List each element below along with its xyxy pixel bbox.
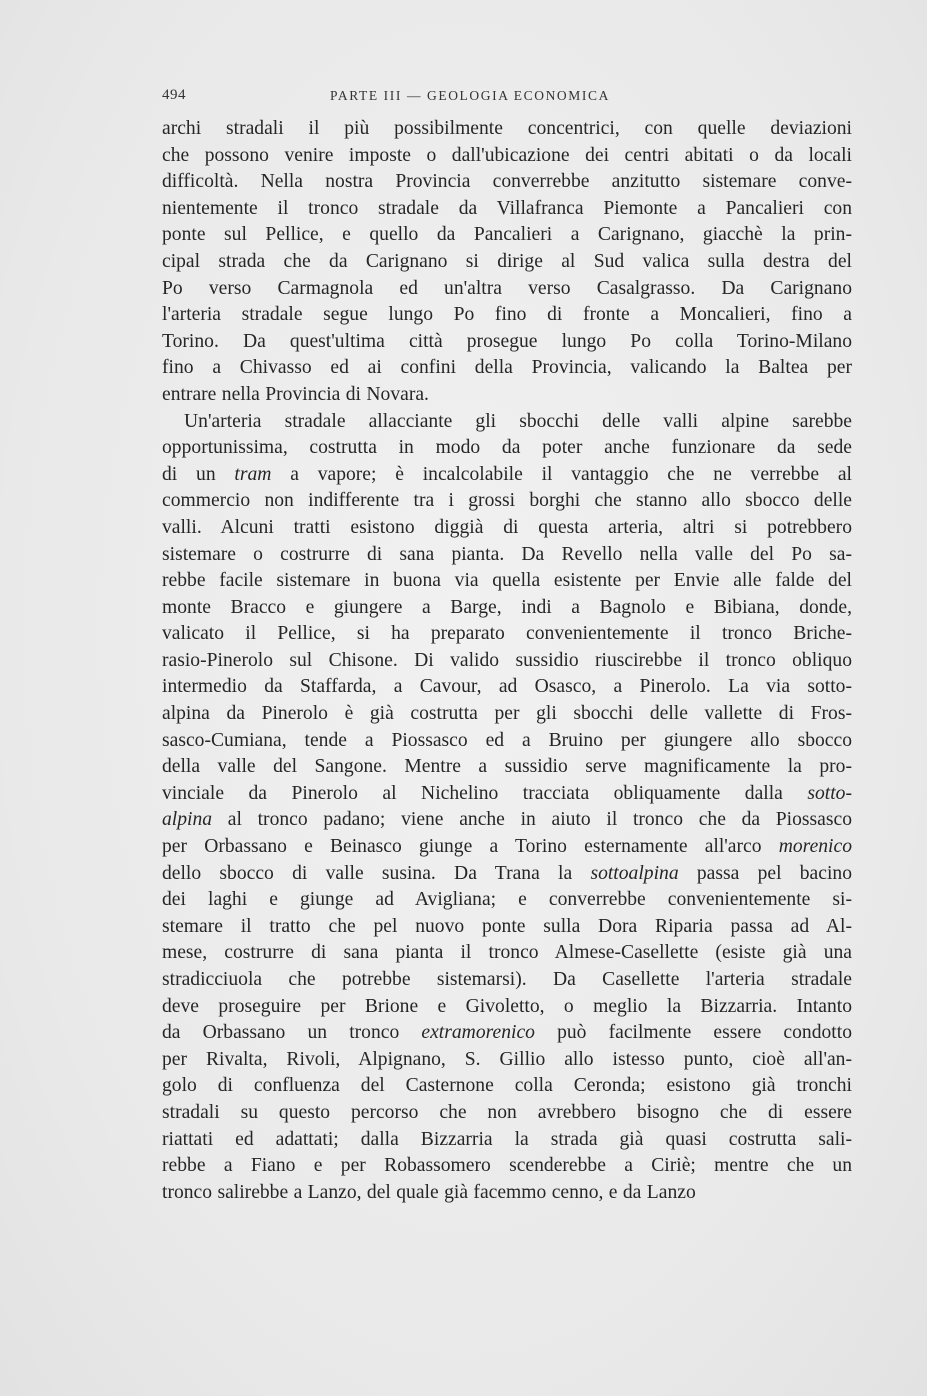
text-line: deve proseguire per Brione e Givoletto, o meglio la Bizzarria. Intanto bbox=[162, 995, 852, 1017]
text-line: mese, costrurre di sana pianta il tronco Almese-Casellette (esiste già una bbox=[162, 942, 852, 964]
text-line: monte Bracco e giungere a Barge, indi a Bagnolo e Bibiana, donde, bbox=[162, 596, 852, 618]
text-line: stemare il tratto che pel nuovo ponte sulla Dora Riparia passa ad Al- bbox=[162, 915, 852, 937]
text-line: dello sbocco di valle susina. Da Trana la sottoalpina passa pel bacino bbox=[162, 862, 852, 884]
text-line: Un'arteria stradale allacciante gli sbocchi delle valli alpine sarebbe bbox=[184, 410, 852, 432]
text-line: archi stradali il più possibilmente concentrici, con quelle deviazioni bbox=[162, 118, 852, 139]
text-line: tronco salirebbe a Lanzo, del quale già facemmo cenno, e da Lanzo bbox=[162, 1181, 696, 1203]
text-line: cipal strada che da Carignano si dirige al Sud valica sulla destra del bbox=[162, 250, 852, 272]
paragraph bbox=[162, 116, 852, 409]
paragraph bbox=[162, 409, 852, 1207]
text-line: rebbe facile sistemare in buona via quella esistente per Envie alle falde del bbox=[162, 570, 852, 592]
text-line: Po verso Carmagnola ed un'altra verso Casalgrasso. Da Carignano bbox=[162, 277, 852, 299]
text-line: l'arteria stradale segue lungo Po fino di fronte a Moncalieri, fino a bbox=[162, 304, 852, 326]
text-line: difficoltà. Nella nostra Provincia converrebbe anzitutto sistemare conve- bbox=[162, 171, 852, 193]
text-line: che possono venire imposte o dall'ubicazione dei centri abitati o da locali bbox=[162, 144, 852, 166]
text-line: da Orbassano un tronco extramorenico può facilmente essere condotto bbox=[162, 1022, 852, 1044]
text-line: valicato il Pellice, si ha preparato convenientemente il tronco Briche- bbox=[162, 623, 852, 645]
text-line: sistemare o costrurre di sana pianta. Da Revello nella valle del Po sa- bbox=[162, 543, 852, 565]
running-title: PARTE III — GEOLOGIA ECONOMICA bbox=[330, 88, 610, 103]
text-line: intermedio da Staffarda, a Cavour, ad Osasco, a Pinerolo. La via sotto- bbox=[162, 676, 852, 698]
text-line: entrare nella Provincia di Novara. bbox=[162, 383, 429, 405]
text-line: valli. Alcuni tratti esistono diggià di questa arteria, altri si potrebbero bbox=[162, 516, 852, 538]
text-line: riattati ed adattati; dalla Bizzarria la strada già quasi costrutta sali- bbox=[162, 1128, 852, 1150]
page-number: 494 bbox=[162, 87, 186, 103]
text-line: vinciale da Pinerolo al Nichelino tracciata obliquamente dalla sotto- bbox=[162, 782, 852, 804]
text-line: stradali su questo percorso che non avrebbero bisogno che di essere bbox=[162, 1101, 852, 1123]
text-line: per Orbassano e Beinasco giunge a Torino esternamente all'arco morenico bbox=[162, 836, 852, 858]
text-line: rasio-Pinerolo sul Chisone. Di valido sussidio riuscirebbe il tronco obliquo bbox=[162, 649, 852, 671]
text-line: stradicciuola che potrebbe sistemarsi). Da Casellette l'arteria stradale bbox=[162, 969, 852, 990]
text-line: commercio non indifferente tra i grossi borghi che stanno allo sbocco delle bbox=[162, 490, 852, 512]
text-line: sasco-Cumiana, tende a Piossasco ed a Bruino per giungere allo sbocco bbox=[162, 729, 852, 751]
text-line: della valle del Sangone. Mentre a sussidio serve magnificamente la pro- bbox=[162, 756, 852, 778]
text-line: golo di confluenza del Casternone colla Ceronda; esistono già tronchi bbox=[162, 1075, 852, 1097]
text-line: alpina da Pinerolo è già costrutta per gli sbocchi delle vallette di Fros- bbox=[162, 703, 852, 725]
text-line: di un tram a vapore; è incalcolabile il vantaggio che ne verrebbe al bbox=[162, 463, 852, 485]
text-line: ponte sul Pellice, e quello da Pancalieri a Carignano, giacchè la prin- bbox=[162, 224, 852, 246]
text-line: fino a Chivasso ed ai confini della Provincia, valicando la Baltea per bbox=[162, 357, 852, 379]
text-line: per Rivalta, Rivoli, Alpignano, S. Gillio allo istesso punto, cioè all'an- bbox=[162, 1048, 852, 1070]
page-header bbox=[162, 87, 852, 111]
text-line: nientemente il tronco stradale da Villafranca Piemonte a Pancalieri con bbox=[162, 197, 852, 219]
text-line: alpina al tronco padano; viene anche in aiuto il tronco che da Piossasco bbox=[162, 809, 852, 831]
text-line: opportunissima, costrutta in modo da poter anche funzionare da sede bbox=[162, 437, 852, 459]
page-body bbox=[162, 116, 852, 1206]
text-line: rebbe a Fiano e per Robassomero scenderebbe a Ciriè; mentre che un bbox=[162, 1155, 852, 1177]
text-line: Torino. Da quest'ultima città prosegue lungo Po colla Torino-Milano bbox=[162, 330, 852, 352]
text-line: dei laghi e giunge ad Avigliana; e converrebbe convenientemente si- bbox=[162, 889, 852, 911]
